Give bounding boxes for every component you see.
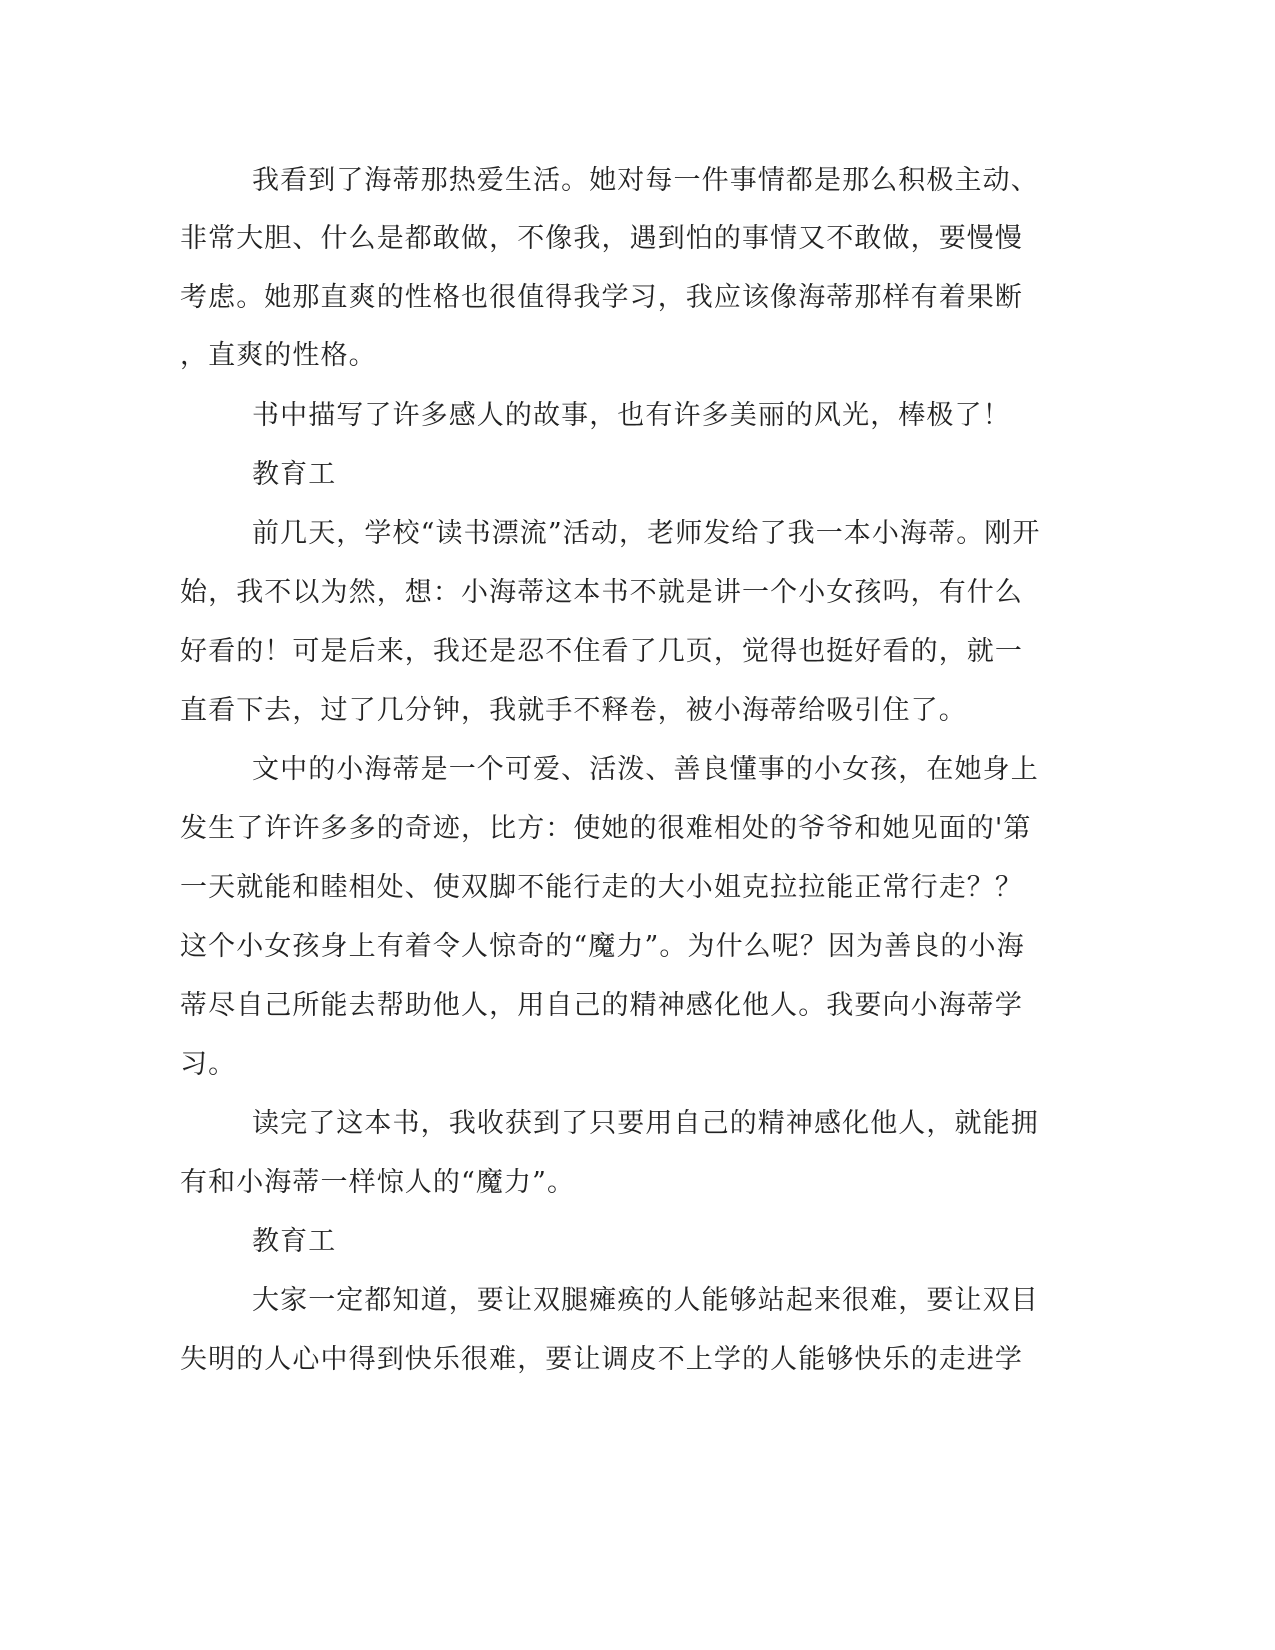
paragraph-line: 这个小女孩身上有着令人惊奇的“魔力”。为什么呢？因为善良的小海 bbox=[180, 931, 1025, 962]
paragraph-line: 发生了许许多多的奇迹，比方：使她的很难相处的爷爷和她见面的'第 bbox=[180, 813, 1032, 844]
paragraph-line: 我看到了海蒂那热爱生活。她对每一件事情都是那么积极主动、 bbox=[252, 165, 1039, 196]
paragraph-line: 失明的人心中得到快乐很难，要让调皮不上学的人能够快乐的走进学 bbox=[180, 1344, 1023, 1375]
paragraph-line: 前几天，学校“读书漂流”活动，老师发给了我一本小海蒂。刚开 bbox=[252, 518, 1041, 549]
paragraph-line: 有和小海蒂一样惊人的“魔力”。 bbox=[180, 1167, 576, 1198]
paragraph-line: 大家一定都知道，要让双腿瘫痪的人能够站起来很难，要让双目 bbox=[252, 1285, 1039, 1316]
paragraph-line: 文中的小海蒂是一个可爱、活泼、善良懂事的小女孩，在她身上 bbox=[252, 754, 1039, 785]
paragraph-line: 始，我不以为然，想：小海蒂这本书不就是讲一个小女孩吗，有什么 bbox=[180, 577, 1023, 608]
paragraph-line: 好看的！可是后来，我还是忍不住看了几页，觉得也挺好看的，就一 bbox=[180, 636, 1023, 667]
section-heading: 教育工 bbox=[252, 1226, 337, 1257]
paragraph-line: 一天就能和睦相处、使双脚不能行走的大小姐克拉拉能正常行走？？ bbox=[180, 872, 1023, 903]
section-heading: 教育工 bbox=[252, 459, 337, 490]
paragraph-line: 蒂尽自己所能去帮助他人，用自己的精神感化他人。我要向小海蒂学 bbox=[180, 990, 1023, 1021]
paragraph-line: 非常大胆、什么是都敢做，不像我，遇到怕的事情又不敢做，要慢慢 bbox=[180, 223, 1023, 254]
paragraph-line: 读完了这本书，我收获到了只要用自己的精神感化他人，就能拥 bbox=[252, 1108, 1039, 1139]
paragraph-line: ，直爽的性格。 bbox=[180, 340, 377, 371]
paragraph-line: 考虑。她那直爽的性格也很值得我学习，我应该像海蒂那样有着果断 bbox=[180, 282, 1023, 313]
paragraph-line: 直看下去，过了几分钟，我就手不释卷，被小海蒂给吸引住了。 bbox=[180, 695, 967, 726]
paragraph-line: 书中描写了许多感人的故事，也有许多美丽的风光，棒极了！ bbox=[252, 400, 1011, 431]
paragraph-line: 习。 bbox=[180, 1049, 237, 1080]
